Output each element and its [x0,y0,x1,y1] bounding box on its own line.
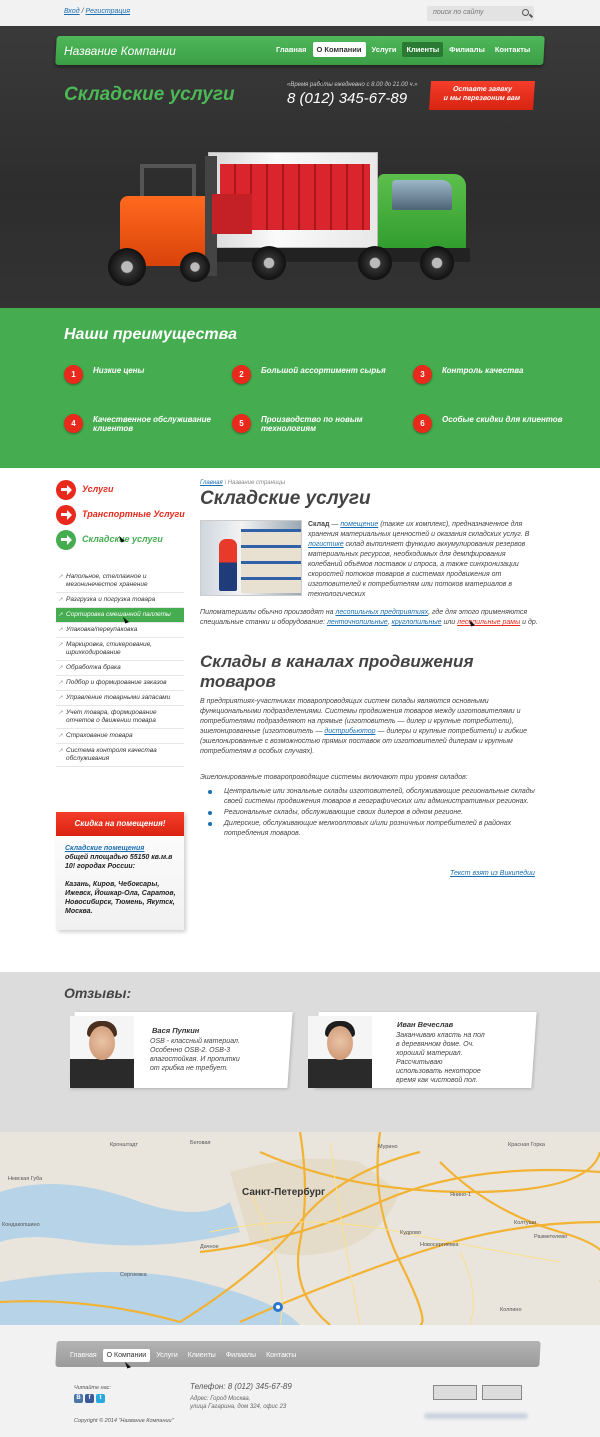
counter-badge-icon[interactable] [433,1385,477,1400]
text: склад выполняет функцию аккумулирования резервов материальных ресурсов, необходимых для демпфирования колебаний объёмов поставок и спроса, а также синхронизации скоростей потоков товаров в системах продвижения от изготовителей к потребителям или потоков материалов в технологических [308,541,526,598]
sidebar-subnav [56,570,184,767]
channels-paragraph [200,697,540,757]
subnav-item[interactable]: ↗ Упаковка/переупаковка [56,623,184,638]
breadcrumb-separator: \ [224,480,227,486]
section-heading: Склады в каналах продвижения товаров [200,652,474,691]
promo-text: общей площадью 55150 кв.м.в 10! городах России: [65,854,173,870]
advantage-number: 1 [64,365,83,384]
promo-body [65,844,180,916]
nav-item-home[interactable]: Главная [276,45,307,54]
advantage-item [232,365,392,389]
auth-separator: / [81,8,84,15]
sidebar-link-label: Транспортные Услуги [82,509,185,519]
subnav-item[interactable]: ↗ Подбор и формирование заказов [56,676,184,691]
text: — дилеры и крупные потребители) и гибкие (эшелонированные с возможностью прямых поставок от изготовителей дилерам и крупным потребителям в особых случаях). [200,728,527,755]
advantage-number: 6 [413,414,432,433]
review-text: Заканчиваю класть на пол в деревянном доме. Оч. хороший материал. Рассчитываю использовать некоторое время как чистовой пол. [396,1032,485,1084]
avatar-face-shape [89,1026,115,1060]
developer-link-blurred[interactable] [424,1413,528,1419]
map-place-label: Дачное [200,1244,219,1250]
advantage-text: Производство по новым технологиям [261,415,363,433]
nav-item-branches[interactable]: Филиалы [449,45,485,54]
advantages-title: Наши преимущества [64,326,237,343]
advantage-item [413,365,573,389]
social-links [74,1394,105,1403]
levels-list [208,787,538,840]
advantage-text: Большой ассортимент сырья [261,366,386,375]
search-input[interactable] [427,6,534,21]
header-phone: 8 (012) 345-67-89 [287,90,408,107]
footer-nav-branches[interactable]: Филиалы [225,1352,257,1359]
map-place-label: Кронштадт [110,1142,139,1148]
subnav-item[interactable]: ↗ Разгрузка и погрузка товара [56,593,184,608]
arrow-right-icon [56,480,76,500]
subnav-item[interactable]: ↗ Система контроля качества обслуживания [56,744,184,767]
footer [0,1325,600,1437]
advantage-item [64,365,224,389]
map-place-label: Красная Горка [508,1142,545,1148]
advantage-number: 2 [232,365,251,384]
footer-nav-clients[interactable]: Клиенты [187,1352,216,1359]
advantage-text: Контроль качества [442,366,524,375]
promo-cities: Казань, Киров, Чебоксары, Ижевск, Йошкар-Ола, Саратов, Новосибирск, Тюмень, Якутск, Москва. [65,881,176,915]
subnav-item[interactable]: ↗ Напольное, стеллажное и мезонинечестое хранение [56,570,184,593]
facebook-icon[interactable]: f [85,1394,94,1403]
inline-link[interactable]: ленточнопильные [326,619,388,626]
arrow-right-icon [56,530,76,550]
top-bar [0,0,600,26]
location-map[interactable] [0,1132,600,1325]
subnav-item[interactable]: ↗ Страхование товара [56,729,184,744]
breadcrumb-current: Название страницы [227,480,286,486]
advantage-number: 4 [64,414,83,433]
callback-button[interactable] [429,81,535,110]
subnav-item[interactable]: ↗ Управление товарными запасами [56,691,184,706]
map-place-label: Беговая [190,1140,211,1146]
sidebar-link-label: Складские услуги [82,534,163,544]
footer-nav [66,1349,300,1362]
map-place-label: Кудрово [400,1230,422,1236]
map-place-label: Янино-1 [450,1192,472,1198]
footer-nav-contacts[interactable]: Контакты [266,1352,297,1359]
vk-icon[interactable]: B [74,1394,83,1403]
header [0,26,600,308]
arrow-right-icon [56,505,76,525]
advantage-item [413,414,573,438]
truck-wheel-icon [420,246,454,280]
counter-badge-icon[interactable] [482,1385,522,1400]
map-place-label: Кондакопшино [2,1222,40,1228]
search-icon[interactable] [522,9,529,16]
reviewer-name: Иван Вечеслав [397,1020,454,1029]
inline-link[interactable]: дистрибьютор [324,728,376,735]
main-nav [272,42,534,57]
company-logo-text[interactable]: Название Компании [64,44,176,58]
forklift-wheel-icon [180,252,210,282]
list-item: Дилерские, обслуживающие мелкооптовых и/или розничных потребителей в районах потребления товаров. [208,819,538,839]
inline-link[interactable]: логистике [308,541,344,548]
worker-shape [219,539,237,591]
review-text: OSB - классный материал. Особенно OSB-2. OSB-3 влагостойкая. И пропитки от грибка не требует. [150,1038,240,1072]
text: и др. [520,619,538,626]
address-line-1: Адрес: Город Москва, [190,1396,251,1402]
working-hours: «Время работы ежедневно с 8.00 до 21.00 ч.» [287,82,418,88]
inline-link[interactable]: помещение [340,521,379,528]
map-place-label: Мурино [378,1144,398,1150]
map-place-label: Сергиевка [120,1272,147,1278]
map-place-label: Разметелево [534,1234,568,1240]
page-title: Складские услуги [200,488,371,509]
reviewer-name: Вася Пупкин [152,1026,200,1035]
footer-phone: Телефон: 8 (012) 345-67-89 [190,1382,292,1391]
list-item: Центральные или зональные склады изготовителей, обслуживающие региональные склады своей системы продвижения товаров в географических или административных регионах. [208,787,538,807]
text: или [441,619,458,626]
text: Пиломатериалы обычно производят на [200,609,336,616]
wiki-source-link[interactable]: Текст взят из Википедии [450,870,535,877]
map-place-label: Колтуши [514,1220,537,1226]
reviewer-avatar [308,1016,372,1088]
list-item: Региональные склады, обслуживающие своих дилеров в одном регионе. [208,808,538,818]
callback-line-2: и мы перезвоним вам [443,95,521,102]
truck-windshield-shape [392,180,452,210]
advantage-text: Качественное обслуживание клиентов [93,415,211,433]
text: , [387,619,392,626]
text: , где для этого применяются специальные станки и оборудование: [200,609,528,626]
text: (также их комплекс), предназначенное для хранения материальных ценностей и оказания складских услуг. В [308,521,530,538]
register-link[interactable]: Регистрация [85,8,130,15]
advantage-item [64,414,224,438]
intro-paragraph [308,520,540,600]
promo-link[interactable]: Складские помещения [65,845,145,852]
reviewer-avatar [70,1016,134,1088]
advantage-text: Особые скидки для клиентов [442,415,563,424]
subnav-item[interactable]: ↗ Учет товара, формирование отчетов о движении товара [56,706,184,729]
truck-wheel-icon [358,246,392,280]
callback-line-1: Оставте заявку [452,86,513,93]
lumber-paragraph [200,608,540,628]
advantage-text: Низкие цены [93,366,145,375]
footer-nav-services[interactable]: Услуги [156,1352,178,1359]
text: — [329,521,341,528]
promo-box [56,812,184,930]
map-place-label: Невская Губа [8,1176,43,1182]
copyright: Copyright © 2014 "Название Компании" [74,1418,174,1424]
nav-item-contacts[interactable]: Контакты [494,45,531,54]
reviews-section [0,972,600,1132]
forklift-wheel-icon [108,248,146,286]
footer-nav-about[interactable]: О Компании [103,1349,151,1362]
reviews-title: Отзывы: [64,985,132,1001]
inline-link[interactable]: лесопильные рамы [457,619,521,626]
auth-links [64,8,130,15]
counters [433,1385,522,1400]
breadcrumb-home[interactable]: Главная [200,480,223,486]
sidebar-link-label: Услуги [82,484,114,494]
map-place-label: Новосергиевка [420,1242,459,1248]
follow-label: Читайте нас: [74,1385,111,1391]
forklift-load-shape [212,194,252,234]
truck-wheel-icon [252,246,286,280]
map-roads-graphic [0,1132,600,1325]
nav-item-clients[interactable]: Клиенты [402,42,443,57]
address-line-2: улица Гагарина, дом 324, офис 23 [190,1404,287,1410]
map-place-label: Колпино [500,1307,522,1313]
levels-paragraph: Эшелонированные товаропроводящие системы включают три уровня складов: [200,774,468,781]
search-placeholder: поиск по сайту [433,9,484,16]
inline-link[interactable]: круглопильные [391,619,442,626]
promo-title: Скидка на помещения! [56,812,184,836]
subnav-item-active[interactable]: ↗ Сортировка смешанной паллеты [56,608,184,623]
term-bold: Склад [308,521,330,528]
breadcrumb [200,480,285,486]
nav-item-services[interactable]: Услуги [371,45,397,54]
login-link[interactable]: Вход [64,8,80,15]
footer-address [190,1395,286,1411]
advantage-number: 3 [413,365,432,384]
advantages-section [0,308,600,468]
advantage-item [232,414,392,438]
subnav-item[interactable]: ↗ Обработка брака [56,661,184,676]
shelf-shape [241,529,301,593]
nav-item-about[interactable]: О Компании [313,42,366,57]
subnav-item[interactable]: ↗ Маркировка, стикерование, шрихкодирование [56,638,184,661]
hero-title: Складские услуги [64,84,235,105]
avatar-face-shape [327,1026,353,1060]
footer-nav-home[interactable]: Главная [70,1352,97,1359]
warehouse-photo [200,520,302,596]
twitter-icon[interactable]: t [96,1394,105,1403]
inline-link[interactable]: лесопильных предприятиях [335,609,429,616]
text: В предприятиях-участниках товаропроводящих систем склады являются основными функциональными подразделениями. Системы продвижения товаров между изготовителями и потребителями подразделяют на прямые (изготовитель — дилер и крупные потребители), эшелонированные (изготовитель — [200,698,521,735]
advantage-number: 5 [232,414,251,433]
map-city-label: Санкт-Петербург [242,1187,326,1198]
